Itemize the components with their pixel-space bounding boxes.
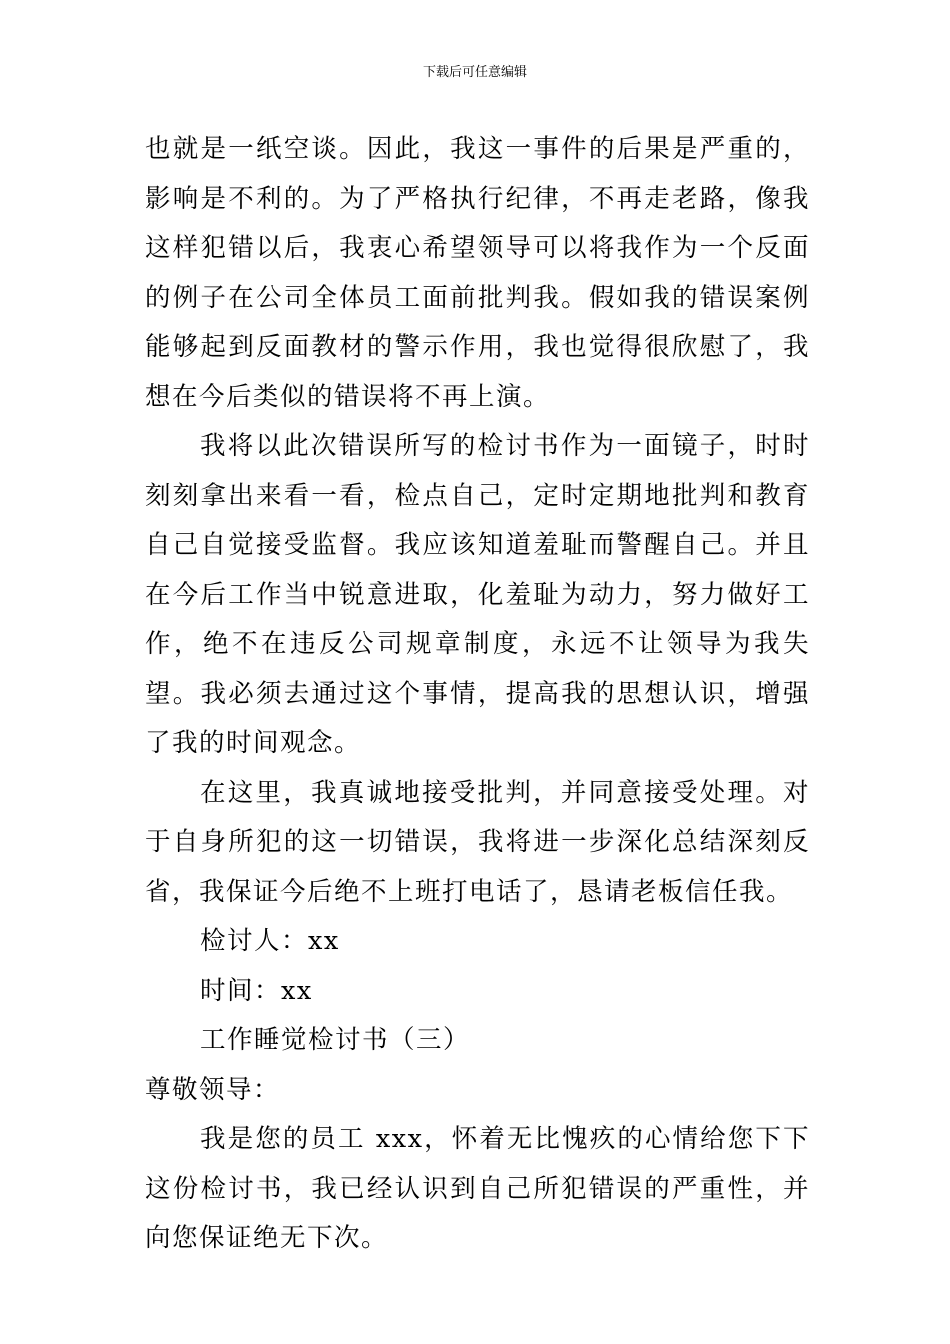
signature-name: 检讨人：xx: [200, 926, 340, 956]
paragraph-continuation: 也就是一纸空谈。因此，我这一事件的后果是严重的，影响是不利的。为了严格执行纪律，不再走老路，像我这样犯错以后，我衷心希望领导可以将我作为一个反面的例子在公司全体员工面前批判我。假如我的错误案例能够起到反面教材的警示作用，我也觉得很欣慰了，我想在今后类似的错误将不再上演。: [145, 134, 810, 412]
paragraph-opening: 我是您的员工 xxx，怀着无比愧疚的心情给您下下这份检讨书，我已经认识到自己所犯错误的严重性，并向您保证绝无下次。: [145, 1124, 810, 1253]
salutation: 尊敬领导：: [145, 1074, 281, 1105]
document-body: [145, 125, 810, 1264]
paragraph-acceptance: 在这里，我真诚地接受批判，并同意接受处理。对于自身所犯的这一切错误，我将进一步深化总结深刻反省，我保证今后绝不上班打电话了，恳请老板信任我。: [145, 777, 810, 907]
section-title: 工作睡觉检讨书（三）: [200, 1025, 471, 1055]
page-header-note: 下载后可任意编辑: [422, 65, 527, 80]
paragraph-self-reflection: 我将以此次错误所写的检讨书作为一面镜子，时时刻刻拿出来看一看，检点自己，定时定期地批判和教育自己自觉接受监督。我应该知道羞耻而警醒自己。并且在今后工作当中锐意进取，化羞耻为动力，努力做好工作，绝不在违反公司规章制度，永远不让领导为我失望。我必须去通过这个事情，提高我的思想认识，增强了我的时间观念。: [145, 431, 810, 758]
signature-date: 时间：xx: [200, 975, 313, 1006]
